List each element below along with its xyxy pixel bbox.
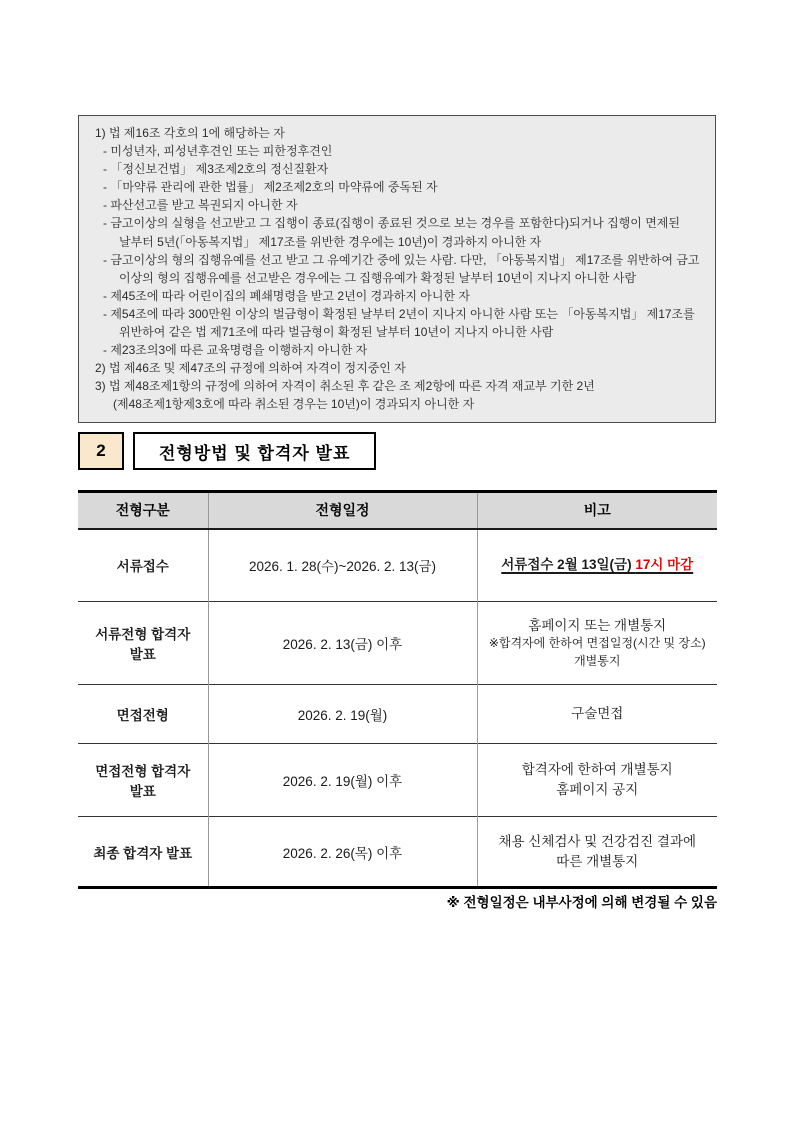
eligibility-item: - 금고이상의 실형을 선고받고 그 집행이 종료(집행이 종료된 것으로 보는 경우를 포함한다)되거나 집행이 면제된 날부터 5년(「아동복지법」 제17조를 위반한 경우에는 10년)이 경과하지 아니한 자	[103, 216, 680, 249]
remark-text: 홈페이지 공지	[556, 782, 639, 797]
deadline-highlight-text: 17시 마감	[635, 557, 694, 573]
category-cell: 서류전형 합격자 발표	[78, 602, 208, 685]
header-remark: 비고	[477, 492, 717, 529]
header-schedule: 전형일정	[208, 492, 477, 529]
eligibility-item: - 「마약류 관리에 관한 법률」 제2조제2호의 마약류에 중독된 자	[103, 180, 438, 195]
eligibility-item: - 금고이상의 형의 집행유예를 선고 받고 그 유예기간 중에 있는 사람. 다만, 「아동복지법」 제17조를 위반하여 금고 이상의 형의 집행유예를 선고받은 경우에는 그 집행유예가 확정된 날부터 10년이 지나지 아니한 사람	[103, 252, 700, 285]
remark-cell	[477, 744, 717, 817]
remark-cell	[477, 529, 717, 602]
section-number-badge: 2	[78, 432, 124, 470]
remark-text: 채용 신체검사 및 건강검진 결과에	[498, 833, 697, 849]
eligibility-item: - 제45조에 따라 어린이집의 폐쇄명령을 받고 2년이 경과하지 아니한 자	[103, 288, 471, 303]
remark-text: 구술면접	[571, 706, 624, 722]
remark-line	[484, 555, 712, 575]
category-cell: 면접전형 합격자 발표	[78, 744, 208, 817]
remark-text: 따른 개별통지	[556, 853, 639, 869]
remark-line	[484, 635, 712, 652]
remark-line	[484, 760, 712, 780]
schedule-cell: 2026. 2. 13(금) 이후	[208, 602, 477, 685]
table-row	[78, 685, 717, 744]
eligibility-item: 3) 법 제48조제1항의 규정에 의하여 자격이 취소된 후 같은 조 제2항에 따른 자격 재교부 기한 2년(제48조제1항제3호에 따라 취소된 경우는 10년)이 경과되지 아니한 자	[95, 379, 595, 412]
remark-cell	[477, 685, 717, 744]
remark-text: 개별통지	[574, 653, 621, 668]
table-header-row	[78, 492, 717, 529]
remark-text: 홈페이지 또는 개별통지	[528, 617, 667, 633]
category-cell: 최종 합격자 발표	[78, 817, 208, 888]
remark-text: 서류접수 2월 13일(금)	[501, 557, 636, 573]
table-row	[78, 602, 717, 685]
remark-line	[484, 780, 712, 800]
table-row	[78, 817, 717, 888]
category-cell: 서류접수	[116, 559, 169, 575]
section-header	[78, 432, 376, 470]
header-category: 전형구분	[78, 492, 208, 529]
remark-line	[484, 832, 712, 852]
remark-line	[484, 653, 712, 670]
table-row	[78, 529, 717, 602]
eligibility-item: - 제23조의3에 따른 교육명령을 이행하지 아니한 자	[103, 343, 368, 358]
eligibility-item: 1) 법 제16조 각호의 1에 해당하는 자	[95, 126, 285, 140]
remark-line	[484, 852, 712, 872]
schedule-cell: 2026. 2. 19(월)	[208, 685, 477, 744]
remark-text: 합격자에 한하여 개별통지	[521, 762, 673, 778]
remark-line	[484, 704, 712, 724]
eligibility-item: - 미성년자, 피성년후견인 또는 피한정후견인	[103, 144, 333, 159]
schedule-change-footnote: ※ 전형일정은 내부사정에 의해 변경될 수 있음	[446, 895, 717, 910]
eligibility-criteria-box	[78, 115, 716, 423]
table-row	[78, 744, 717, 817]
eligibility-item: - 제54조에 따라 300만원 이상의 벌금형이 확정된 날부터 2년이 지나지 아니한 사람 또는 「아동복지법」 제17조를 위반하여 같은 법 제71조에 따라 벌금형이 확정된 날부터 10년이 지나지 아니한 사람	[103, 306, 695, 340]
section-title: 전형방법 및 합격자 발표	[133, 432, 376, 470]
schedule-cell: 2026. 2. 19(월) 이후	[208, 744, 477, 817]
eligibility-item: - 「정신보건법」 제3조제2호의 정신질환자	[103, 162, 329, 177]
remark-cell	[477, 602, 717, 685]
remark-text: ※합격자에 한하여 면접일정(시간 및 장소)	[488, 636, 706, 651]
eligibility-item: - 파산선고를 받고 복권되지 아니한 자	[103, 198, 298, 213]
category-cell: 면접전형	[78, 685, 208, 744]
remark-cell	[477, 817, 717, 888]
remark-line	[484, 616, 712, 636]
eligibility-item: 2) 법 제46조 및 제47조의 규정에 의하여 자격이 정지중인 자	[95, 361, 406, 376]
schedule-table	[78, 490, 717, 889]
schedule-cell: 2026. 1. 28(수)~2026. 2. 13(금)	[208, 529, 477, 602]
schedule-cell: 2026. 2. 26(목) 이후	[208, 817, 477, 888]
